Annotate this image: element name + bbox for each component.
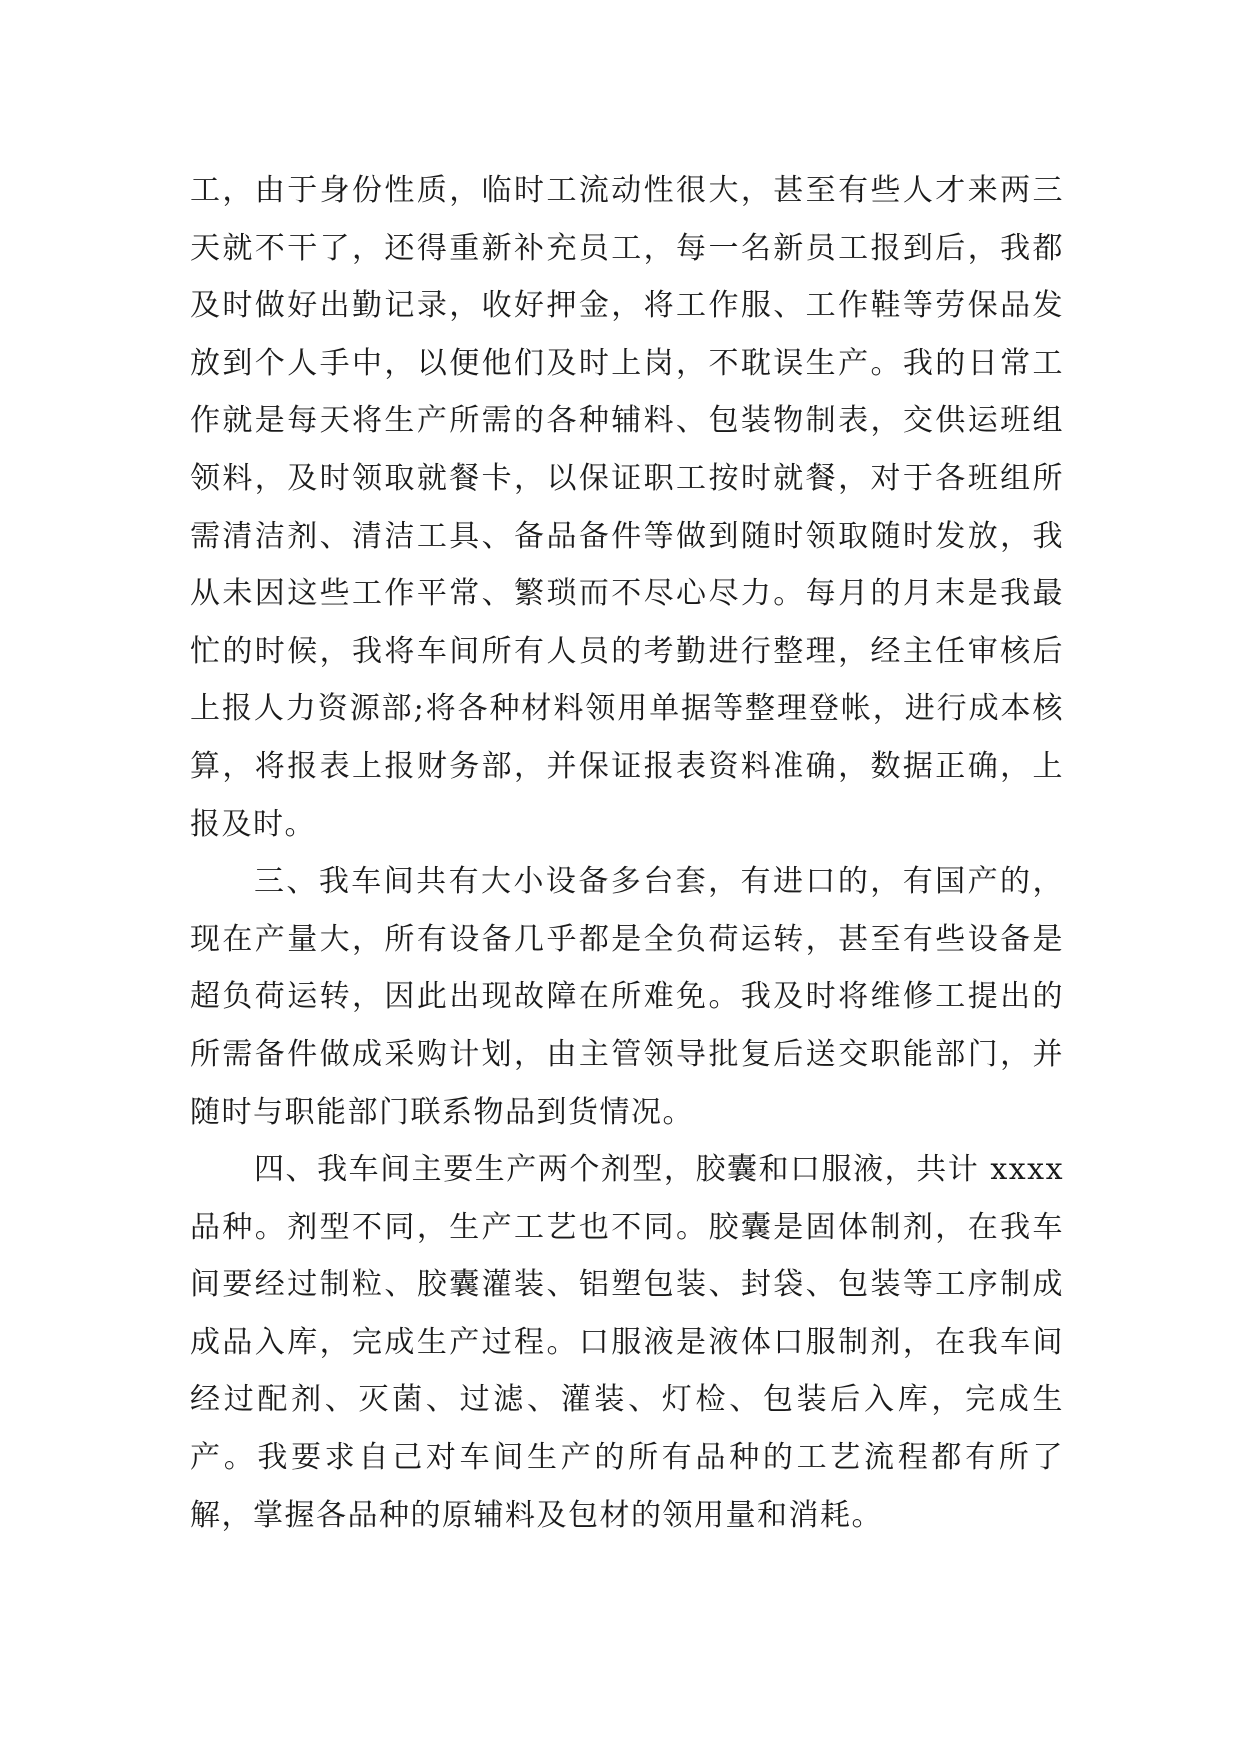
paragraph-section-three: 三、我车间共有大小设备多台套，有进口的，有国产的，现在产量大，所有设备几乎都是全负荷运转，甚至有些设备是超负荷运转，因此出现故障在所难免。我及时将维修工提出的所需备件做成采购计划，由主管领导批复后送交职能部门，并随时与职能部门联系物品到货情况。	[190, 864, 1064, 1130]
paragraph-continued: 工，由于身份性质，临时工流动性很大，甚至有些人才来两三天就不干了，还得重新补充员工，每一名新员工报到后，我都及时做好出勤记录，收好押金，将工作服、工作鞋等劳保品发放到个人手中，以便他们及时上岗，不耽误生产。我的日常工作就是每天将生产所需的各种辅料、包装物制表，交供运班组领料，及时领取就餐卡，以保证职工按时就餐，对于各班组所需清洁剂、清洁工具、备品备件等做到随时领取随时发放，我从未因这些工作平常、繁琐而不尽心尽力。每月的月末是我最忙的时候，我将车间所有人员的考勤进行整理，经主任审核后上报人力资源部;将各种材料领用单据等整理登帐，进行成本核算，将报表上报财务部，并保证报表资料准确，数据正确，上报及时。	[190, 173, 1064, 842]
paragraph-section-four: 四、我车间主要生产两个剂型，胶囊和口服液，共计 xxxx 品种。剂型不同，生产工艺也不同。胶囊是固体制剂，在我车间要经过制粒、胶囊灌装、铝塑包装、封袋、包装等工序制成成品入库，完成生产过程。口服液是液体口服制剂，在我车间经过配剂、灭菌、过滤、灌装、灯检、包装后入库，完成生产。我要求自己对车间生产的所有品种的工艺流程都有所了解，掌握各品种的原辅料及包材的领用量和消耗。	[190, 1152, 1064, 1533]
document-body	[190, 162, 1064, 1544]
